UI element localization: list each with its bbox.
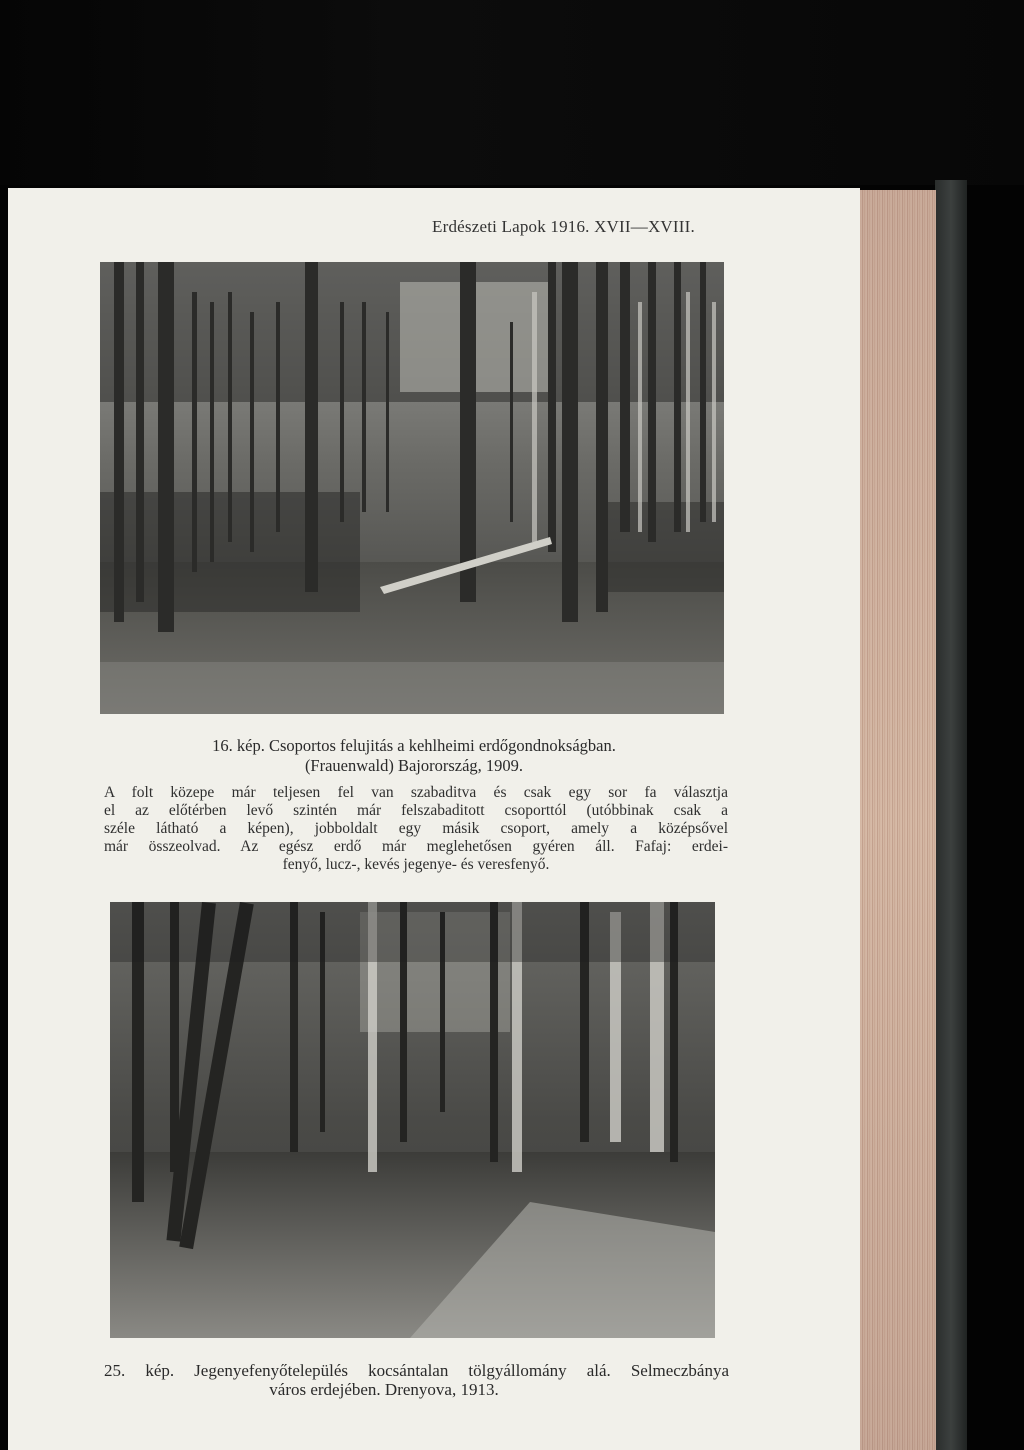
dark-background [0, 0, 1024, 185]
figure-16-caption-line-2: (Frauenwald) Bajorország, 1909. [304, 756, 524, 775]
book-page-edges [858, 190, 936, 1450]
figure-25-caption-line-2: város erdejében. Drenyova, 1913. [269, 1380, 499, 1399]
oak-forest-photo [110, 902, 715, 1338]
figure-16-description-line: már összeolvad. Az egész erdő már meglehetősen gyéren áll. Fafaj: erdei- [104, 838, 728, 855]
figure-16-description-line: fenyő, lucz-, kevés jegenye- és veresfenyő. [282, 856, 550, 873]
figure-16-description-line: el az előtérben levő szintén már felszabaditott csoporttól (utóbbinak csak a [104, 802, 728, 819]
pine-forest-photo [100, 262, 724, 714]
figure-16-description-line: A folt közepe már teljesen fel van szabaditva és csak egy sor fa választja [104, 784, 728, 801]
figure-25-caption-line-1: 25. kép. Jegenyefenyőtelepülés kocsántalan tölgyállomány alá. Selmeczbánya [104, 1361, 729, 1380]
figure-16-description-line: széle látható a képen), jobboldalt egy másik csoport, amely a középsővel [104, 820, 728, 837]
running-header: Erdészeti Lapok 1916. XVII—XVIII. [432, 217, 695, 236]
figure-16-caption-line-1: 16. kép. Csoportos felujitás a kehlheimi erdőgondnokságban. [212, 736, 616, 755]
book-cover-edge [935, 180, 967, 1450]
